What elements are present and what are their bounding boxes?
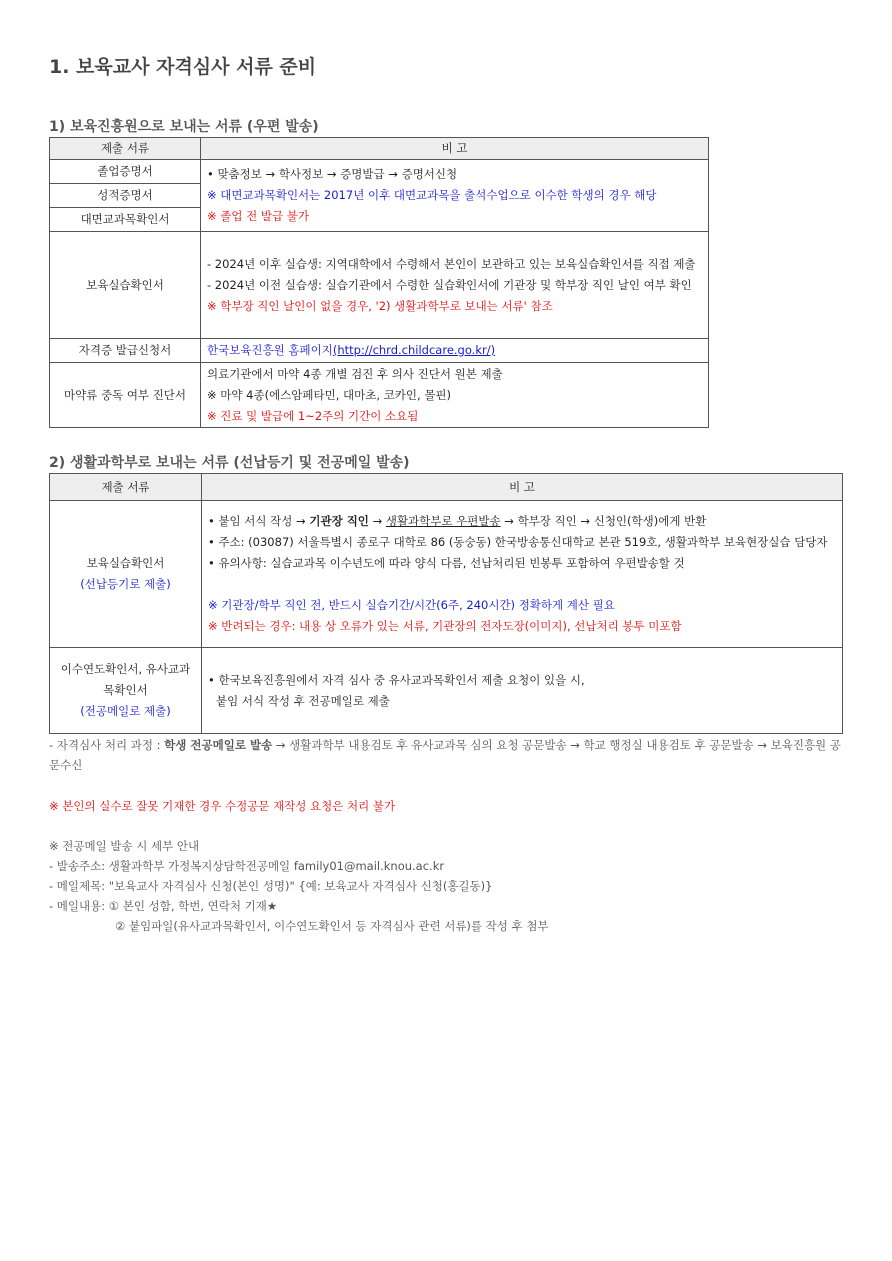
table-life-science	[49, 473, 843, 734]
notes-practice	[201, 232, 709, 339]
notes-practice	[202, 501, 843, 648]
header-docs: 제출 서류	[50, 474, 202, 501]
chrd-link[interactable]: (http://chrd.childcare.go.kr/)	[332, 343, 496, 357]
notes-certificates	[201, 160, 709, 232]
doc-graduation: 졸업증명서	[50, 160, 201, 184]
header-notes: 비 고	[202, 474, 843, 501]
mail-content: ② 붙임파일(유사교과목확인서, 이수연도확인서 등 자격심사 관련 서류)를 작성 후 첨부	[115, 919, 549, 933]
header-docs: 제출 서류	[50, 138, 201, 160]
mail-guide	[49, 836, 549, 936]
table-boyuk	[49, 137, 709, 428]
process-note: - 자격심사 처리 과정 : 학생 전공메일로 발송 → 생활과학부 내용검토 후 유사교과목 심의 요청 공문발송 → 학교 행정실 내용검토 후 공문발송 → 보육진흥원 공문수신	[49, 738, 841, 772]
doc-similar-course	[50, 648, 202, 734]
doc-practice: 보육실습확인서	[50, 232, 201, 339]
doc-name: 이수연도확인서, 유사교과목확인서	[60, 662, 191, 697]
section1-heading: 1) 보육진흥원으로 보내는 서류 (우편 발송)	[49, 119, 319, 135]
doc-method: (선납등기로 제출)	[80, 577, 171, 591]
note: • 유의사항: 실습교과목 이수년도에 따라 양식 다름, 선납처리된 빈봉투 포함하여 우편발송할 것	[208, 556, 685, 570]
note: 붙임 서식 작성 후 전공메일로 제출	[216, 693, 390, 708]
mail-title: ※ 전공메일 발송 시 세부 안내	[49, 839, 200, 853]
mail-subject: - 메일제목: "보육교사 자격심사 신청(본인 성명)" {예: 보육교사 자격심사 신청(홍길동)}	[49, 879, 493, 893]
mail-content: - 메일내용: ① 본인 성함, 학번, 연락처 기재★	[49, 899, 278, 913]
note: ※ 진료 및 발급에 1~2주의 기간이 소요됨	[207, 408, 419, 423]
header-notes: 비 고	[201, 138, 709, 160]
notes-license	[201, 339, 709, 363]
page-title: 1. 보육교사 자격심사 서류 준비	[49, 56, 317, 78]
note: • 맞춤정보 → 학사정보 → 증명발급 → 증명서신청	[207, 167, 458, 181]
note: - 2024년 이전 실습생: 실습기관에서 수령한 실습확인서에 기관장 및 학부장 직인 날인 여부 확인	[207, 277, 692, 292]
doc-practice	[50, 501, 202, 648]
doc-drug-test: 마약류 중독 여부 진단서	[50, 363, 201, 428]
note: ※ 반려되는 경우: 내용 상 오류가 있는 서류, 기관장의 전자도장(이미지), 선납처리 봉투 미포함	[208, 619, 682, 633]
note: 한국보육진흥원 홈페이지	[207, 343, 333, 357]
note: ※ 대면교과목확인서는 2017년 이후 대면교과목을 출석수업으로 이수한 학생의 경우 해당	[207, 188, 657, 202]
notes-drug	[201, 363, 709, 428]
note: 의료기관에서 마약 4종 개별 검진 후 의사 진단서 원본 제출	[207, 366, 503, 381]
doc-transcript: 성적증명서	[50, 184, 201, 208]
doc-name: 보육실습확인서	[86, 556, 165, 570]
mail-address: - 발송주소: 생활과학부 가정복지상담학전공메일 family01@mail.knou.ac.kr	[49, 859, 445, 873]
section2-heading: 2) 생활과학부로 보내는 서류 (선납등기 및 전공메일 발송)	[49, 455, 410, 471]
note: • 한국보육진흥원에서 자격 심사 중 유사교과목확인서 제출 요청이 있을 시,	[208, 672, 585, 687]
doc-face-course: 대면교과목확인서	[50, 208, 201, 232]
notes-similar	[202, 648, 843, 734]
warning: ※ 본인의 실수로 잘못 기재한 경우 수정공문 재작성 요청은 처리 불가	[49, 799, 396, 813]
note: ※ 마약 4종(에스암페타민, 대마초, 코카인, 몰핀)	[207, 387, 452, 402]
note: - 2024년 이후 실습생: 지역대학에서 수령해서 본인이 보관하고 있는 보육실습확인서를 직접 제출	[207, 256, 696, 271]
note: • 붙임 서식 작성 → 기관장 직인 → 생활과학부로 우편발송 → 학부장 직인 → 신청인(학생)에게 반환	[208, 514, 707, 528]
note: • 주소: (03087) 서울특별시 종로구 대학로 86 (동숭동) 한국방송통신대학교 본관 519호, 생활과학부 보육현장실습 담당자	[208, 535, 828, 549]
note: ※ 기관장/학부 직인 전, 반드시 실습기간/시간(6주, 240시간) 정확하게 계산 필요	[208, 598, 615, 612]
doc-license-application: 자격증 발급신청서	[50, 339, 201, 363]
note: ※ 학부장 직인 날인이 없을 경우, '2) 생활과학부로 보내는 서류' 참조	[207, 298, 553, 313]
note: ※ 졸업 전 발급 불가	[207, 209, 310, 223]
doc-method: (전공메일로 제출)	[80, 704, 171, 718]
